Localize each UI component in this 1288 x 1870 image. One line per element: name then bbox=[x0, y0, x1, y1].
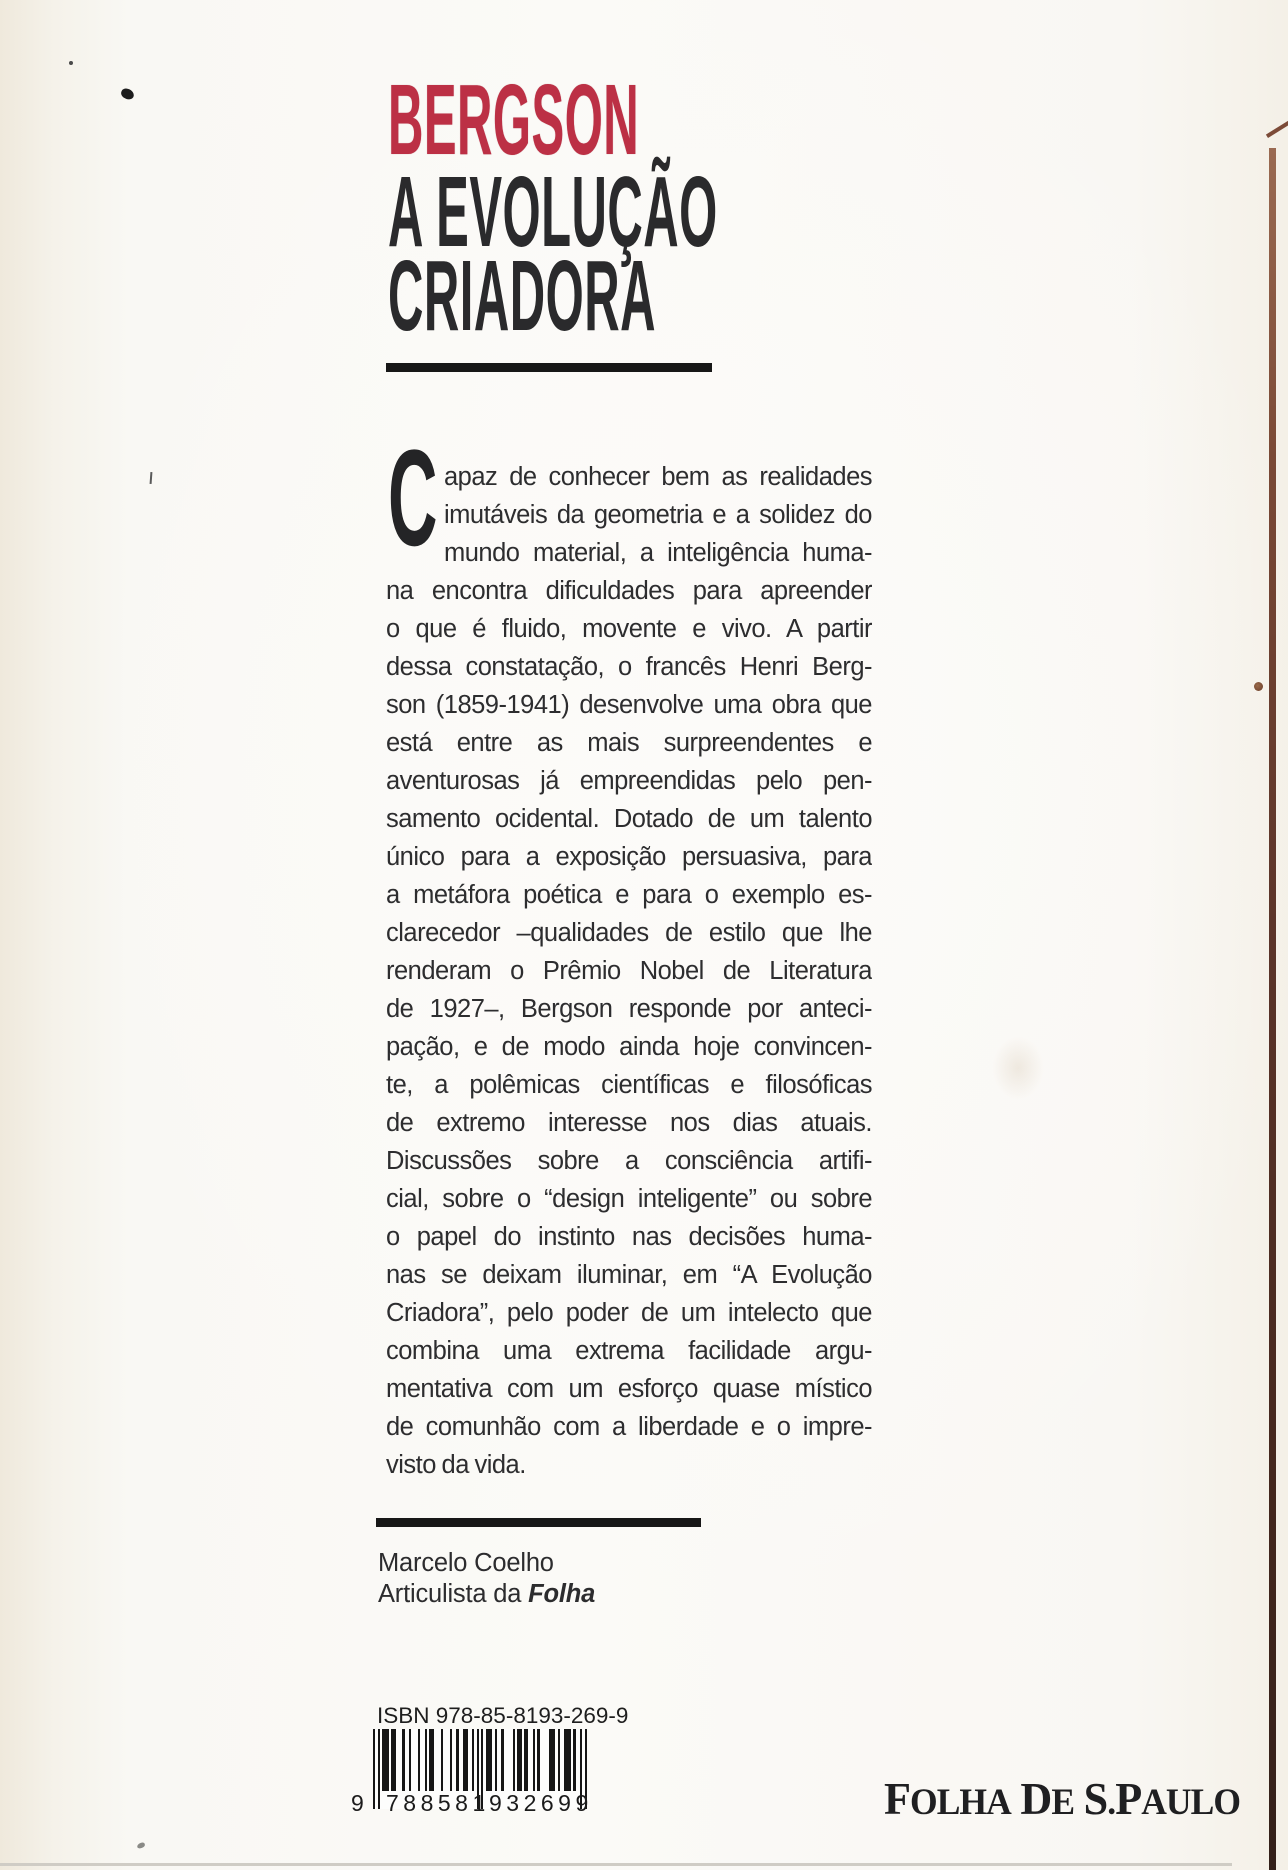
synopsis-line: o papel do instinto nas decisões huma- bbox=[386, 1223, 872, 1251]
publisher-logo-letters: . bbox=[1107, 1782, 1116, 1823]
synopsis-line: combina uma extrema facilidade argu- bbox=[386, 1337, 872, 1365]
publisher-logo-letters: OLHA bbox=[910, 1782, 1011, 1823]
publisher-logo-letters: S bbox=[1083, 1773, 1108, 1824]
synopsis-dropcap: C bbox=[388, 422, 438, 575]
synopsis-line: a metáfora poética e para o exemplo es- bbox=[386, 881, 872, 909]
author-title: BERGSON bbox=[388, 64, 640, 176]
publication-name: Folha bbox=[528, 1580, 596, 1608]
synopsis-line: clarecedor –qualidades de estilo que lhe bbox=[386, 919, 872, 947]
reviewer-role-prefix: Articulista da bbox=[378, 1580, 529, 1608]
page-edge-tick bbox=[1266, 121, 1288, 138]
synopsis-line: único para a exposição persuasiva, para bbox=[386, 843, 872, 871]
scan-stain-dot bbox=[1254, 682, 1263, 691]
publisher-logo bbox=[884, 1772, 1240, 1825]
synopsis-line: dessa constatação, o francês Henri Berg- bbox=[386, 653, 872, 681]
synopsis-line: está entre as mais surpreendentes e bbox=[386, 729, 872, 757]
barcode-digits-group-1: 788581 bbox=[386, 1790, 490, 1816]
synopsis-line: apaz de conhecer bem as realidades bbox=[444, 463, 872, 491]
synopsis-line: samento ocidental. Dotado de um talento bbox=[386, 805, 872, 833]
synopsis-text bbox=[386, 458, 872, 1484]
publisher-logo-letters: AULO bbox=[1141, 1782, 1241, 1823]
synopsis-line: pação, e de modo ainda hoje convincen- bbox=[386, 1033, 872, 1061]
reviewer-credit bbox=[378, 1548, 595, 1610]
scan-speck bbox=[120, 87, 135, 101]
synopsis-line: nas se deixam iluminar, em “A Evolução bbox=[386, 1261, 872, 1289]
synopsis-line: te, a polêmicas científicas e filosóficas bbox=[386, 1071, 872, 1099]
scan-speck bbox=[150, 472, 153, 484]
title-line-1: A EVOLUÇÃO bbox=[388, 156, 718, 268]
synopsis-line: cial, sobre o “design inteligente” ou sobre bbox=[386, 1185, 872, 1213]
synopsis-line: mentativa com um esforço quase místico bbox=[386, 1375, 872, 1403]
synopsis-line: aventurosas já empreendidas pelo pen- bbox=[386, 767, 872, 795]
scan-edge-shadow bbox=[0, 1863, 1232, 1866]
synopsis-line: de extremo interesse nos dias atuais. bbox=[386, 1109, 872, 1137]
scan-speck bbox=[69, 61, 73, 65]
synopsis-line: renderam o Prêmio Nobel de Literatura bbox=[386, 957, 872, 985]
synopsis-line: visto da vida. bbox=[386, 1451, 526, 1479]
reviewer-role bbox=[378, 1579, 595, 1610]
title-divider-rule bbox=[386, 363, 712, 372]
barcode-lead-digit: 9 bbox=[351, 1790, 364, 1816]
synopsis-line: mundo material, a inteligência huma- bbox=[444, 539, 872, 567]
synopsis-line: de 1927–, Bergson responde por anteci- bbox=[386, 995, 872, 1023]
isbn-label: ISBN 978-85-8193-269-9 bbox=[377, 1703, 629, 1728]
synopsis-line: de comunhão com a liberdade e o impre- bbox=[386, 1413, 872, 1441]
scan-smudge bbox=[992, 1036, 1044, 1100]
reviewer-name: Marcelo Coelho bbox=[378, 1549, 554, 1577]
synopsis-line: Criadora”, pelo poder de um intelecto que bbox=[386, 1299, 872, 1327]
publisher-logo-letters: D bbox=[1020, 1773, 1052, 1824]
scan-speck bbox=[136, 1842, 145, 1849]
synopsis-line: imutáveis da geometria e a solidez do bbox=[444, 501, 872, 529]
synopsis-line: o que é fluido, movente e vivo. A partir bbox=[386, 615, 872, 643]
barcode-digits-group-2: 932699 bbox=[489, 1790, 593, 1816]
synopsis-line: son (1859-1941) desenvolve uma obra que bbox=[386, 691, 872, 719]
credit-divider-rule bbox=[376, 1518, 701, 1527]
synopsis-line: na encontra dificuldades para apreender bbox=[386, 577, 872, 605]
title-line-2: CRIADORA bbox=[388, 240, 656, 352]
page-edge-line bbox=[1269, 148, 1276, 1870]
synopsis-line: Discussões sobre a consciência artifi- bbox=[386, 1147, 872, 1175]
publisher-logo-letters: F bbox=[884, 1773, 911, 1824]
publisher-logo-letters: E bbox=[1051, 1782, 1075, 1823]
publisher-logo-letters: P bbox=[1115, 1773, 1142, 1824]
